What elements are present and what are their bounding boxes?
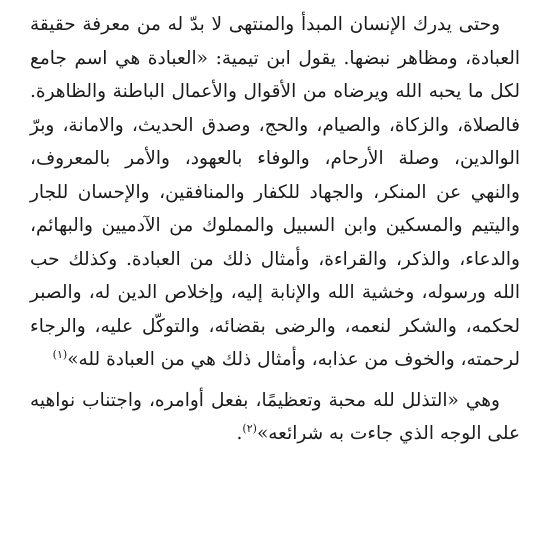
footnote-ref-1[interactable]: (١) [52,347,68,361]
paragraph-2-trailing: . [236,423,243,444]
paragraph-1 [30,8,520,377]
paragraph-2-text: وهي «التذلل لله محبة وتعظيمًا، بفعل أوامره، واجتناب نواهيه على الوجه الذي جاءت به شرائعه» [30,389,520,444]
footnote-ref-2[interactable]: (٢) [242,421,257,435]
paragraph-2 [30,384,520,451]
paragraph-1-text: وحتى يدرك الإنسان المبدأ والمنتهى لا بدّ له من معرفة حقيقة العبادة، ومظاهر نبضها. يقول ابن تيمية: «العبادة هي اسم جامع لكل ما يحبه الله ويرضاه من الأقوال والأعمال الباطنة والظاهرة. فالصلاة، والزكاة، والصيام، والحج، وصدق الحديث، والامانة، وبرّ الوالدين، وصلة الأرحام، والوفاء بالعهود، والأمر بالمعروف، والنهي عن المنكر، والجهاد للكفار والمنافقين، والإحسان للجار واليتيم والمسكين وابن السبيل والمملوك من الآدميين والبهائم، والدعاء، والذكر، والقراءة، وأمثال ذلك من العبادة. وكذلك حب الله ورسوله، وخشية الله والإنابة إليه، وإخلاص الدين له، والصبر لحكمه، والشكر لنعمه، والرضى بقضائه، والتوكّل عليه، والرجاء لرحمته، والخوف من عذابه، وأمثال ذلك هي من العبادة لله» [30,14,520,370]
document-page [30,8,520,451]
